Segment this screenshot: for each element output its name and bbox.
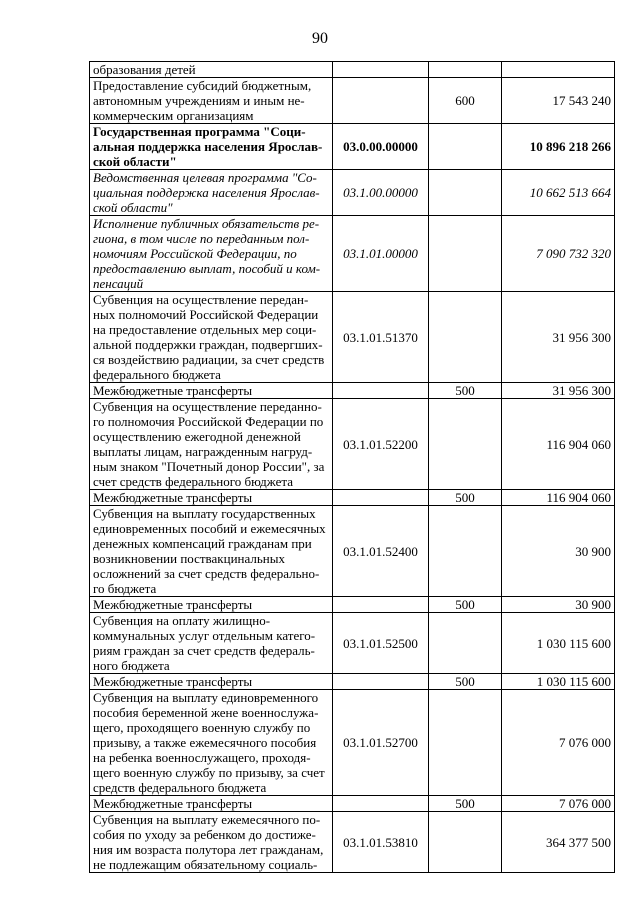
row-name-cell: Субвенция на выплату ежемесячного по- собия по уходу за ребенком до достиже- ния им возраста полутора лет гражданам, не подлежащим обязательному социаль- <box>90 812 333 873</box>
row-code-cell: 03.0.00.00000 <box>333 124 429 170</box>
row-name-cell: Ведомственная целевая программа "Со- циальная поддержка населения Ярослав- ской области" <box>90 170 333 216</box>
row-code-cell: 03.1.01.52200 <box>333 399 429 490</box>
row-name-cell: Межбюджетные трансферты <box>90 597 333 613</box>
row-name-cell: Субвенция на оплату жилищно- коммунальных услуг отдельным катего- риям граждан за счет средств федераль- ного бюджета <box>90 613 333 674</box>
table-row <box>90 613 615 674</box>
row-name-cell: Государственная программа "Соци- альная поддержка населения Ярослав- ской области" <box>90 124 333 170</box>
row-name-cell: Исполнение публичных обязательств ре- гиона, в том числе по переданным пол- номочиям Российской Федерации, по предоставлению выплат, пособий и ком- пенсаций <box>90 216 333 292</box>
row-expense-type-cell <box>429 216 502 292</box>
row-amount-cell: 7 076 000 <box>502 690 615 796</box>
row-name-cell: Межбюджетные трансферты <box>90 674 333 690</box>
row-amount-cell <box>502 62 615 78</box>
table-row <box>90 399 615 490</box>
row-code-cell <box>333 597 429 613</box>
row-expense-type-cell <box>429 170 502 216</box>
row-expense-type-cell <box>429 292 502 383</box>
row-amount-cell: 116 904 060 <box>502 490 615 506</box>
budget-table-body <box>90 62 615 873</box>
row-amount-cell: 31 956 300 <box>502 292 615 383</box>
row-amount-cell: 10 896 218 266 <box>502 124 615 170</box>
row-code-cell <box>333 62 429 78</box>
table-row <box>90 216 615 292</box>
row-code-cell <box>333 674 429 690</box>
row-name-cell: Субвенция на выплату государственных единовременных пособий и ежемесячных денежных компенсаций гражданам при возникновении поствакцинальных осложнений за счет средств федерально- го бюджета <box>90 506 333 597</box>
row-amount-cell: 1 030 115 600 <box>502 674 615 690</box>
table-row <box>90 812 615 873</box>
table-row <box>90 690 615 796</box>
row-amount-cell: 7 076 000 <box>502 796 615 812</box>
row-code-cell <box>333 796 429 812</box>
row-expense-type-cell <box>429 124 502 170</box>
row-amount-cell: 1 030 115 600 <box>502 613 615 674</box>
row-expense-type-cell <box>429 62 502 78</box>
row-code-cell: 03.1.01.52700 <box>333 690 429 796</box>
page-number: 90 <box>312 30 328 47</box>
row-name-cell: Межбюджетные трансферты <box>90 383 333 399</box>
row-name-cell: Предоставление субсидий бюджетным, автономным учреждениям и иным не- коммерческим организациям <box>90 78 333 124</box>
table-row <box>90 292 615 383</box>
row-amount-cell: 116 904 060 <box>502 399 615 490</box>
table-row <box>90 124 615 170</box>
row-expense-type-cell: 500 <box>429 674 502 690</box>
table-row <box>90 796 615 812</box>
row-amount-cell: 7 090 732 320 <box>502 216 615 292</box>
table-row <box>90 62 615 78</box>
row-code-cell: 03.1.01.52500 <box>333 613 429 674</box>
table-row <box>90 78 615 124</box>
table-row <box>90 490 615 506</box>
row-code-cell <box>333 490 429 506</box>
row-name-cell: образования детей <box>90 62 333 78</box>
row-name-cell: Межбюджетные трансферты <box>90 490 333 506</box>
row-code-cell: 03.1.01.00000 <box>333 216 429 292</box>
row-name-cell: Межбюджетные трансферты <box>90 796 333 812</box>
row-amount-cell: 17 543 240 <box>502 78 615 124</box>
row-expense-type-cell <box>429 690 502 796</box>
row-amount-cell: 30 900 <box>502 506 615 597</box>
row-name-cell: Субвенция на осуществление переданно- го полномочия Российской Федерации по осуществлению ежегодной денежной выплаты лицам, награжденным нагруд- ным знаком "Почетный донор России", за счет средств федерального бюджета <box>90 399 333 490</box>
row-code-cell <box>333 383 429 399</box>
row-code-cell <box>333 78 429 124</box>
table-row <box>90 597 615 613</box>
row-expense-type-cell: 500 <box>429 383 502 399</box>
table-row <box>90 674 615 690</box>
row-code-cell: 03.1.01.53810 <box>333 812 429 873</box>
row-amount-cell: 10 662 513 664 <box>502 170 615 216</box>
budget-table <box>89 61 615 873</box>
table-row <box>90 383 615 399</box>
row-expense-type-cell <box>429 399 502 490</box>
row-code-cell: 03.1.01.51370 <box>333 292 429 383</box>
row-expense-type-cell: 500 <box>429 796 502 812</box>
row-amount-cell: 364 377 500 <box>502 812 615 873</box>
row-expense-type-cell <box>429 506 502 597</box>
row-expense-type-cell: 500 <box>429 597 502 613</box>
row-expense-type-cell: 500 <box>429 490 502 506</box>
row-code-cell: 03.1.01.52400 <box>333 506 429 597</box>
row-name-cell: Субвенция на осуществление передан- ных полномочий Российской Федерации на предоставление отдельных мер соци- альной поддержки граждан, подвергших- ся воздействию радиации, за счет средств федерального бюджета <box>90 292 333 383</box>
table-row <box>90 170 615 216</box>
row-code-cell: 03.1.00.00000 <box>333 170 429 216</box>
row-expense-type-cell <box>429 812 502 873</box>
row-amount-cell: 30 900 <box>502 597 615 613</box>
row-expense-type-cell: 600 <box>429 78 502 124</box>
row-name-cell: Субвенция на выплату единовременного пособия беременной жене военнослужа- щего, проходящего военную службу по призыву, а также ежемесячного пособия на ребенка военнослужащего, проходя- щего военную службу по призыву, за счет средств федерального бюджета <box>90 690 333 796</box>
row-amount-cell: 31 956 300 <box>502 383 615 399</box>
row-expense-type-cell <box>429 613 502 674</box>
table-row <box>90 506 615 597</box>
